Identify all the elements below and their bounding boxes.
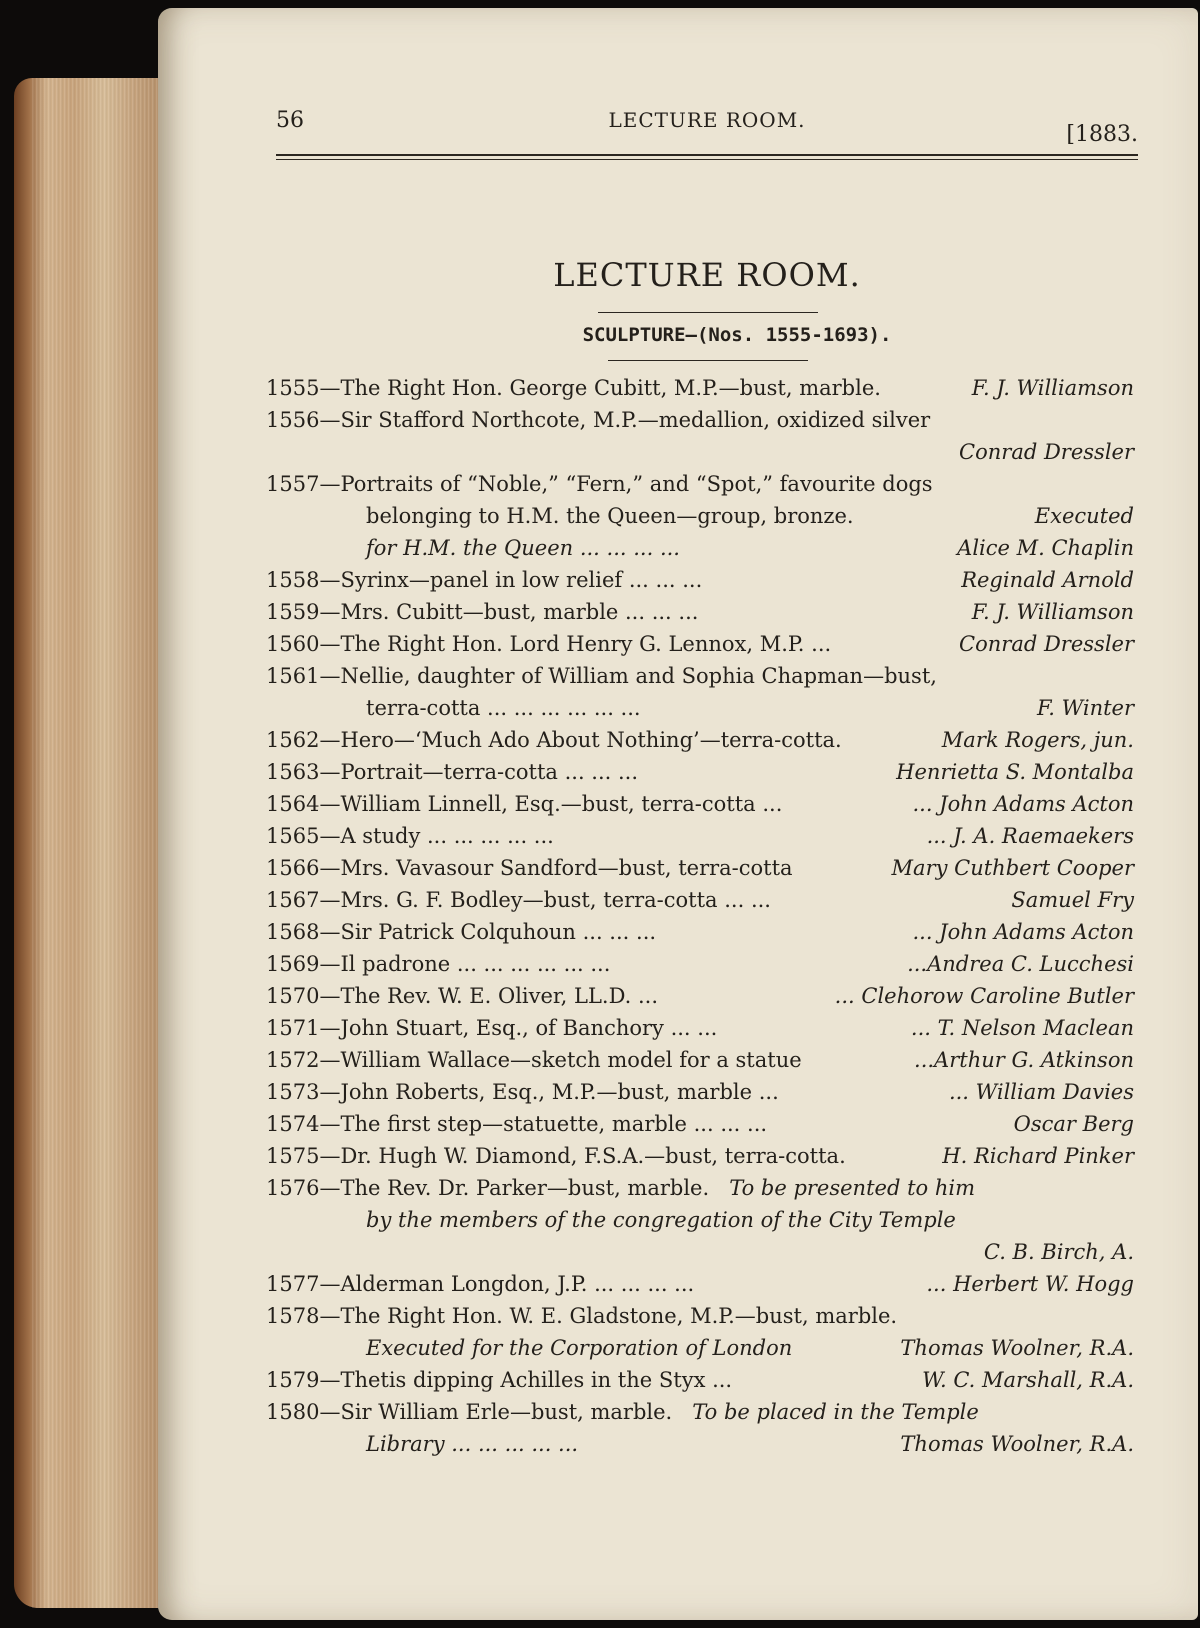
running-year: [1883. bbox=[1066, 122, 1138, 147]
catalogue-line bbox=[266, 724, 1134, 756]
running-title: LECTURE ROOM. bbox=[608, 108, 806, 132]
catalogue-line bbox=[266, 596, 1134, 628]
artist-name: W. C. Marshall, R.A. bbox=[922, 1368, 1134, 1392]
entry-note: To be presented to him bbox=[729, 1176, 975, 1200]
catalogue-line bbox=[266, 1332, 1134, 1364]
entry-text: 1557—Portraits of “Noble,” “Fern,” and “Spot,” favourite dogs bbox=[266, 472, 933, 496]
artist-name: Thomas Woolner, R.A. bbox=[900, 1336, 1134, 1360]
entry-text: 1575—Dr. Hugh W. Diamond, F.S.A.—bust, terra-cotta. bbox=[266, 1144, 846, 1168]
catalogue-line bbox=[266, 1044, 1134, 1076]
catalogue-line bbox=[266, 532, 1134, 564]
artist-name: ... John Adams Acton bbox=[912, 920, 1134, 944]
entry-text-main: 1580—Sir William Erle—bust, marble. bbox=[266, 1400, 673, 1424]
artist-name: H. Richard Pinker bbox=[942, 1144, 1134, 1168]
artist-name: Samuel Fry bbox=[1011, 888, 1134, 912]
entry-text: 1566—Mrs. Vavasour Sandford—bust, terra-cotta bbox=[266, 856, 793, 880]
entry-text: 1555—The Right Hon. George Cubitt, M.P.—bust, marble. bbox=[266, 376, 881, 400]
entry-text: for H.M. the Queen ... ... ... ... bbox=[366, 536, 680, 560]
subsection-title-text: SCULPTURE—(Nos. 1555-1693). bbox=[582, 324, 892, 346]
artist-name: Mary Cuthbert Cooper bbox=[891, 856, 1134, 880]
entry-text: terra-cotta ... ... ... ... ... ... bbox=[366, 696, 641, 720]
catalogue-line bbox=[266, 404, 1134, 436]
catalogue-line bbox=[266, 1172, 1134, 1204]
artist-name: ... T. Nelson Maclean bbox=[910, 1016, 1134, 1040]
entry-text bbox=[266, 1396, 979, 1428]
entry-text: 1561—Nellie, daughter of William and Sophia Chapman—bust, bbox=[266, 664, 937, 688]
entry-text: belonging to H.M. the Queen—group, bronze. bbox=[366, 504, 854, 528]
catalogue-line bbox=[266, 1268, 1134, 1300]
entry-text: 1572—William Wallace—sketch model for a statue bbox=[266, 1048, 802, 1072]
catalogue-line bbox=[266, 1364, 1134, 1396]
artist-name: ... J. A. Raemaekers bbox=[926, 824, 1134, 848]
subsection-divider bbox=[608, 360, 808, 361]
catalogue-line bbox=[266, 1076, 1134, 1108]
entry-note: To be placed in the Temple bbox=[692, 1400, 979, 1424]
catalogue-line bbox=[266, 436, 1134, 468]
artist-name: F. Winter bbox=[1036, 696, 1134, 720]
entry-text: 1556—Sir Stafford Northcote, M.P.—medallion, oxidized silver bbox=[266, 408, 931, 432]
artist-name: Conrad Dressler bbox=[959, 632, 1134, 656]
artist-name: Oscar Berg bbox=[1013, 1112, 1134, 1136]
artist-name: F. J. Williamson bbox=[971, 600, 1134, 624]
artist-name: F. J. Williamson bbox=[971, 376, 1134, 400]
entry-text: 1573—John Roberts, Esq., M.P.—bust, marble ... bbox=[266, 1080, 779, 1104]
catalogue-line bbox=[266, 852, 1134, 884]
entry-text: by the members of the congregation of the City Temple bbox=[366, 1208, 956, 1232]
catalogue-line bbox=[266, 916, 1134, 948]
header-rule bbox=[276, 154, 1138, 156]
catalogue-line bbox=[266, 1396, 1134, 1428]
artist-name: Conrad Dressler bbox=[959, 440, 1134, 464]
entry-text: 1578—The Right Hon. W. E. Gladstone, M.P.—bust, marble. bbox=[266, 1304, 898, 1328]
section-title: LECTURE ROOM. bbox=[553, 256, 861, 294]
entry-text: 1564—William Linnell, Esq.—bust, terra-cotta ... bbox=[266, 792, 783, 816]
catalogue-entries bbox=[266, 372, 1134, 1460]
artist-name: ...Arthur G. Atkinson bbox=[914, 1048, 1134, 1072]
entry-text bbox=[266, 1172, 975, 1204]
artist-name: ... Clehorow Caroline Butler bbox=[834, 984, 1134, 1008]
catalogue-line bbox=[266, 628, 1134, 660]
entry-text: Library ... ... ... ... ... bbox=[366, 1432, 579, 1456]
artist-name: ... Herbert W. Hogg bbox=[926, 1272, 1134, 1296]
catalogue-line bbox=[266, 692, 1134, 724]
entry-text: 1569—Il padrone ... ... ... ... ... ... bbox=[266, 952, 611, 976]
catalogue-line bbox=[266, 564, 1134, 596]
catalogue-line bbox=[266, 1236, 1134, 1268]
entry-text: 1567—Mrs. G. F. Bodley—bust, terra-cotta ... ... bbox=[266, 888, 771, 912]
entry-text-main: 1576—The Rev. Dr. Parker—bust, marble. bbox=[266, 1176, 710, 1200]
catalogue-line bbox=[266, 372, 1134, 404]
header-rule-thin bbox=[276, 159, 1138, 160]
subsection-title bbox=[276, 324, 1138, 346]
entry-text: 1562—Hero—‘Much Ado About Nothing’—terra-cotta. bbox=[266, 728, 842, 752]
artist-name: C. B. Birch, A. bbox=[983, 1240, 1134, 1264]
entry-text: 1560—The Right Hon. Lord Henry G. Lennox, M.P. ... bbox=[266, 632, 832, 656]
catalogue-line bbox=[266, 788, 1134, 820]
catalogue-line bbox=[266, 660, 1134, 692]
entry-text: 1570—The Rev. W. E. Oliver, LL.D. ... bbox=[266, 984, 659, 1008]
artist-name: Reginald Arnold bbox=[961, 568, 1134, 592]
artist-name: ... William Davies bbox=[948, 1080, 1134, 1104]
entry-text: 1574—The first step—statuette, marble ... ... ... bbox=[266, 1112, 768, 1136]
catalogue-line bbox=[266, 756, 1134, 788]
catalogue-line bbox=[266, 948, 1134, 980]
page-number: 56 bbox=[276, 108, 304, 133]
title-divider bbox=[598, 312, 818, 313]
catalogue-line bbox=[266, 500, 1134, 532]
page-edges bbox=[14, 78, 164, 1608]
entry-text: 1571—John Stuart, Esq., of Banchory ... ... bbox=[266, 1016, 718, 1040]
catalogue-page bbox=[158, 8, 1198, 1620]
artist-name: Mark Rogers, jun. bbox=[941, 728, 1134, 752]
entry-text: 1559—Mrs. Cubitt—bust, marble ... ... ... bbox=[266, 600, 699, 624]
catalogue-line bbox=[266, 820, 1134, 852]
catalogue-line bbox=[266, 1204, 1134, 1236]
entry-text: 1558—Syrinx—panel in low relief ... ... ... bbox=[266, 568, 703, 592]
artist-name: ... John Adams Acton bbox=[912, 792, 1134, 816]
artist-name: Thomas Woolner, R.A. bbox=[900, 1432, 1134, 1456]
entry-text: 1563—Portrait—terra-cotta ... ... ... bbox=[266, 760, 639, 784]
entry-text: 1577—Alderman Longdon, J.P. ... ... ... ... bbox=[266, 1272, 695, 1296]
entry-text: 1565—A study ... ... ... ... ... bbox=[266, 824, 554, 848]
catalogue-line bbox=[266, 1300, 1134, 1332]
catalogue-line bbox=[266, 1108, 1134, 1140]
entry-text: 1579—Thetis dipping Achilles in the Styx ... bbox=[266, 1368, 733, 1392]
artist-name: Henrietta S. Montalba bbox=[896, 760, 1134, 784]
catalogue-line bbox=[266, 1140, 1134, 1172]
entry-text: Executed for the Corporation of London bbox=[366, 1336, 793, 1360]
artist-name: Executed bbox=[1034, 504, 1134, 528]
entry-text: 1568—Sir Patrick Colquhoun ... ... ... bbox=[266, 920, 657, 944]
catalogue-line bbox=[266, 468, 1134, 500]
running-head bbox=[276, 108, 1138, 148]
catalogue-line bbox=[266, 884, 1134, 916]
catalogue-line bbox=[266, 1012, 1134, 1044]
catalogue-line bbox=[266, 1428, 1134, 1460]
artist-name: Alice M. Chaplin bbox=[957, 536, 1134, 560]
catalogue-line bbox=[266, 980, 1134, 1012]
artist-name: ...Andrea C. Lucchesi bbox=[907, 952, 1134, 976]
